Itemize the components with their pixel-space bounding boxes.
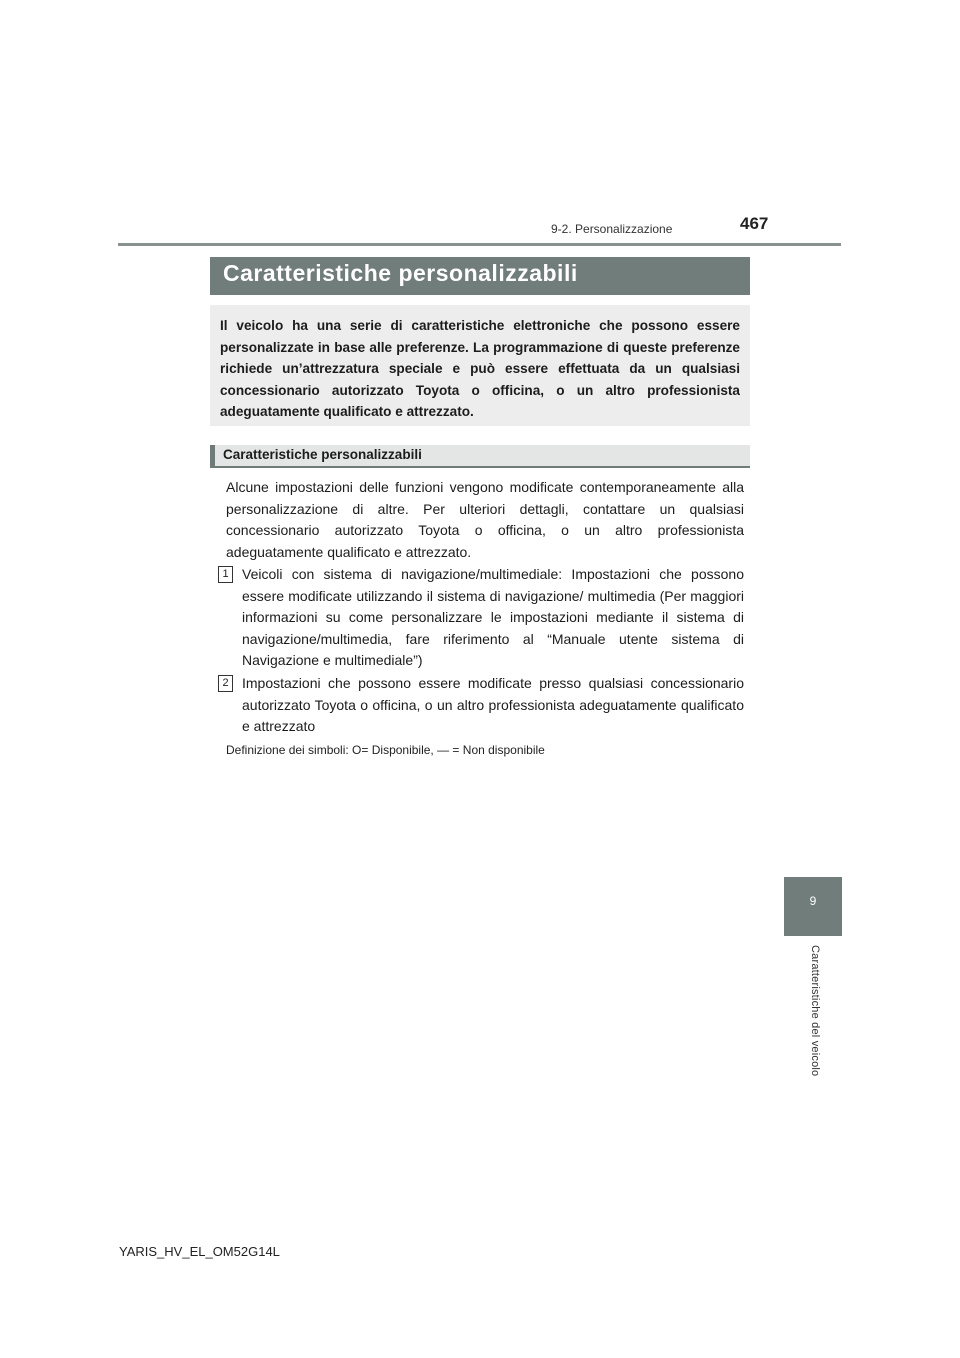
page-number: 467	[740, 214, 769, 233]
document-code: YARIS_HV_EL_OM52G14L	[119, 1244, 280, 1259]
item-number-badge: 2	[218, 675, 233, 692]
item-number-badge: 1	[218, 566, 233, 583]
item-text: Veicoli con sistema di navigazione/multimediale: Impostazioni che possono essere modificate utilizzando il sistema di navigazione/ multimedia (Per maggiori informazioni su come personalizzare le impostazioni mediante il sistema di navigazione/multimedia, fare riferimento al “Manuale utente sistema di Navigazione e multimediale”)	[242, 566, 744, 668]
header-divider	[118, 243, 841, 246]
item-text: Impostazioni che possono essere modificate presso qualsiasi concessionario autorizzato Toyota o officina, o un altro professionista adeguatamente qualificato e attrezzato	[242, 675, 744, 734]
running-header-section: 9-2. Personalizzazione	[551, 222, 673, 236]
intro-box: Il veicolo ha una serie di caratteristiche elettroniche che possono essere personalizzate in base alle preferenze. La programmazione di queste preferenze richiede un’attrezzatura speciale e può essere effettuata da un qualsiasi concessionario autorizzato Toyota o officina, o un altro professionista adeguatamente qualificato e attrezzato.	[210, 305, 750, 426]
symbol-definition-note: Definizione dei simboli: O= Disponibile, — = Non disponibile	[226, 743, 545, 757]
list-item	[214, 673, 744, 738]
section-title: Caratteristiche personalizzabili	[210, 257, 750, 295]
chapter-tab: 9	[784, 877, 842, 936]
list-item	[214, 564, 744, 672]
subheading: Caratteristiche personalizzabili	[210, 445, 750, 468]
body-paragraph: Alcune impostazioni delle funzioni vengono modificate contemporaneamente alla personalizzazione di altre. Per ulteriori dettagli, contattare un qualsiasi concessionario autorizzato Toyota o officina, o un altro professionista adeguatamente qualificato e attrezzato.	[226, 479, 744, 560]
chapter-label: Caratteristiche del veicolo	[809, 945, 821, 1077]
